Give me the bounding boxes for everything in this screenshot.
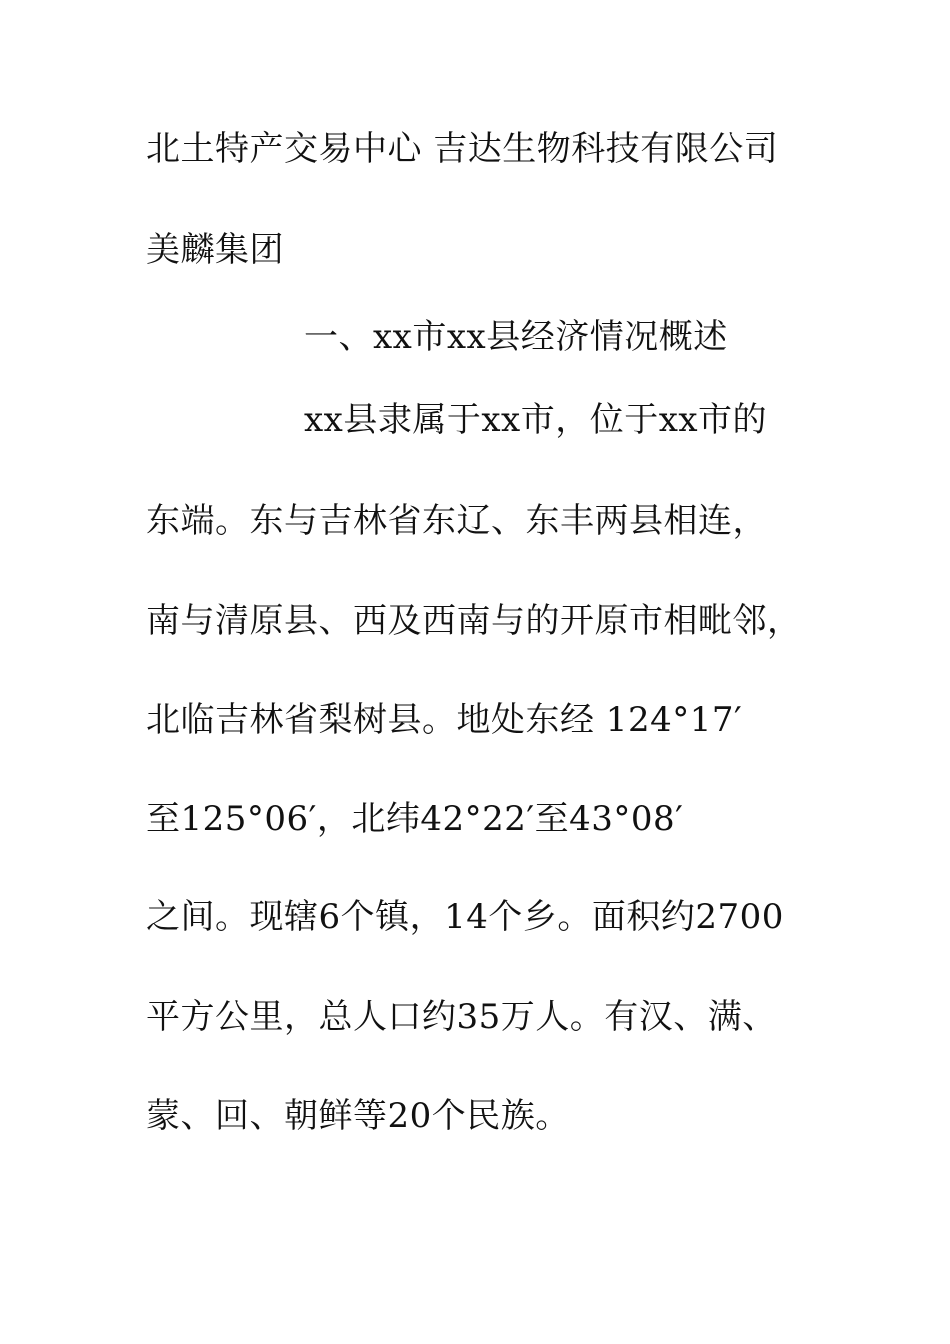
- text-line-companies: 北土特产交易中心 吉达生物科技有限公司: [146, 129, 779, 169]
- paragraph-line-3: 南与清原县、西及西南与的开原市相毗邻，: [146, 601, 802, 641]
- section-heading: 一、xx市xx县经济情况概述: [304, 317, 728, 357]
- paragraph-line-8: 蒙、回、朝鲜等20个民族。: [146, 1096, 570, 1136]
- paragraph-line-5: 至125°06′，北纬42°22′至43°08′: [146, 799, 684, 839]
- paragraph-line-6: 之间。现辖6个镇，14个乡。面积约2700: [146, 897, 784, 937]
- text-line-group: 美麟集团: [146, 230, 284, 270]
- paragraph-line-1: xx县隶属于xx市，位于xx市的: [304, 400, 768, 440]
- paragraph-line-7: 平方公里，总人口约35万人。有汉、满、: [146, 997, 777, 1037]
- paragraph-line-2: 东端。东与吉林省东辽、东丰两县相连，: [146, 501, 767, 541]
- paragraph-line-4: 北临吉林省梨树县。地处东经 124°17′: [146, 700, 743, 740]
